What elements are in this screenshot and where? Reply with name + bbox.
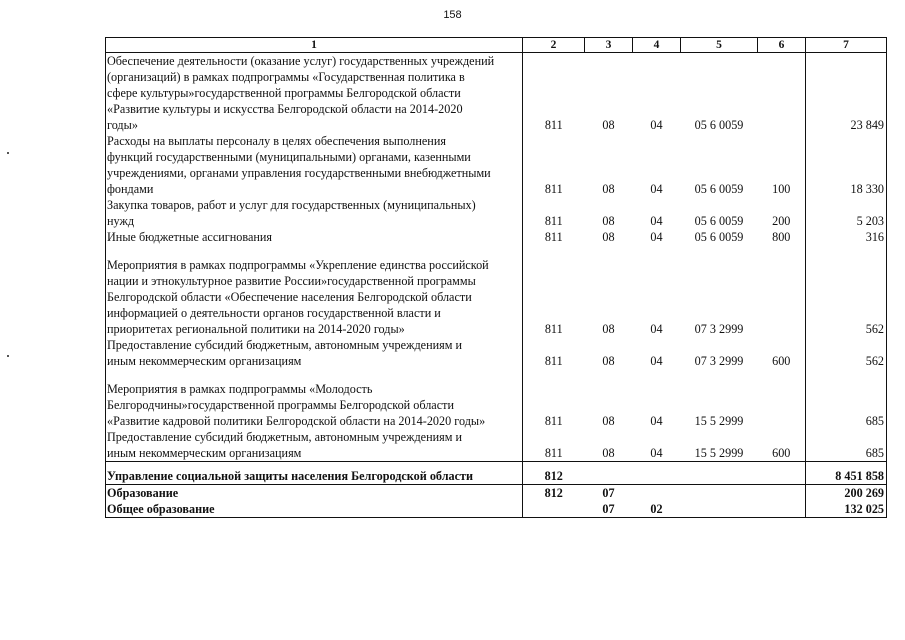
row-name: Мероприятия в рамках подпрограммы «Молодость Белгородчины»государственной программы Белгородской области «Развитие кадровой политики Белгородской области на 2014-2020 годы» <box>106 381 523 429</box>
row-col3: 08 <box>602 230 615 244</box>
row-col2: 812 <box>523 462 585 485</box>
row-name: Мероприятия в рамках подпрограммы «Укрепление единства российской нации и этнокультурное развитие России»государственной программы Белгородской области «Обеспечение населения Белгородской области информацией о деятельности органов государственной власти и приоритетах региональной политики на 2014-2020 годы» <box>106 257 523 337</box>
row-col3: 08 <box>602 414 615 428</box>
row-col3: 08 <box>602 446 615 460</box>
row-col4: 04 <box>650 446 663 460</box>
row-col5: 15 5 2999 <box>694 414 744 428</box>
spacer-row <box>106 245 887 257</box>
page-number: 158 <box>443 9 462 21</box>
spacer-row <box>106 369 887 381</box>
row-col5: 05 6 0059 <box>694 118 744 132</box>
row-col6 <box>758 485 806 502</box>
row-name: Управление социальной защиты населения Белгородской области <box>106 462 523 485</box>
table-row <box>106 133 887 197</box>
table-row <box>106 53 887 134</box>
row-col7: 5 203 <box>806 197 887 229</box>
row-name: Расходы на выплаты персоналу в целях обеспечения выполнения функций государственными (муниципальными) органами, казенными учреждениями, органами управления государственными внебюджетными фондами <box>106 133 523 197</box>
table-row <box>106 337 887 369</box>
row-col4: 04 <box>650 118 663 132</box>
column-header-row <box>106 38 887 53</box>
row-col5: 05 6 0059 <box>694 182 744 196</box>
row-name: Закупка товаров, работ и услуг для государственных (муниципальных) нужд <box>106 197 523 229</box>
row-col4: 04 <box>650 354 663 368</box>
table-row <box>106 229 887 245</box>
row-col2: 811 <box>544 354 563 368</box>
row-col5: 05 6 0059 <box>694 230 744 244</box>
row-col3 <box>585 462 633 485</box>
column-header: 2 <box>523 38 585 53</box>
row-col2: 811 <box>544 446 563 460</box>
table-row-agency-total <box>106 462 887 485</box>
table-row-section <box>106 485 887 502</box>
column-header: 4 <box>633 38 681 53</box>
row-col5 <box>681 485 758 502</box>
row-col2: 811 <box>544 118 563 132</box>
row-col7: 200 269 <box>806 485 887 502</box>
row-name: Иные бюджетные ассигнования <box>106 229 523 245</box>
row-col7: 316 <box>806 229 887 245</box>
row-col6: 200 <box>772 214 791 228</box>
row-name: Предоставление субсидий бюджетным, автономным учреждениям и иным некоммерческим организациям <box>106 429 523 462</box>
row-col7: 132 025 <box>806 501 887 518</box>
column-header: 1 <box>106 38 523 53</box>
margin-mark <box>7 355 9 357</box>
row-col4: 04 <box>650 182 663 196</box>
row-col5: 05 6 0059 <box>694 214 744 228</box>
row-col6: 800 <box>772 230 791 244</box>
row-col7: 8 451 858 <box>806 462 887 485</box>
row-name: Образование <box>106 485 523 502</box>
row-col5 <box>681 501 758 518</box>
row-col2: 811 <box>544 414 563 428</box>
table-row-subsection <box>106 501 887 518</box>
row-col3: 07 <box>602 486 615 500</box>
row-col5 <box>681 462 758 485</box>
row-col3: 08 <box>602 322 615 336</box>
row-col3: 08 <box>602 214 615 228</box>
row-col6: 600 <box>772 354 791 368</box>
row-col6: 600 <box>772 446 791 460</box>
row-col6 <box>758 462 806 485</box>
margin-mark <box>7 152 9 154</box>
row-col2: 811 <box>544 182 563 196</box>
row-name: Предоставление субсидий бюджетным, автономным учреждениям и иным некоммерческим организациям <box>106 337 523 369</box>
row-col7: 562 <box>806 337 887 369</box>
column-header: 5 <box>681 38 758 53</box>
table-row <box>106 197 887 229</box>
row-name: Общее образование <box>106 501 523 518</box>
column-header: 7 <box>806 38 887 53</box>
row-col4: 04 <box>650 230 663 244</box>
row-col4 <box>633 485 681 502</box>
row-col6 <box>758 381 806 429</box>
row-col5: 07 3 2999 <box>694 354 744 368</box>
budget-table <box>105 37 887 518</box>
table-row <box>106 429 887 462</box>
row-col2 <box>523 501 585 518</box>
row-col7: 18 330 <box>806 133 887 197</box>
row-col2: 811 <box>544 230 563 244</box>
row-col3: 08 <box>602 354 615 368</box>
row-col2: 811 <box>544 322 563 336</box>
row-col3: 08 <box>602 182 615 196</box>
row-col6 <box>758 53 806 134</box>
row-col4: 04 <box>650 414 663 428</box>
row-col6 <box>758 257 806 337</box>
row-col5: 07 3 2999 <box>694 322 744 336</box>
row-col7: 23 849 <box>806 53 887 134</box>
row-col4 <box>633 462 681 485</box>
column-header: 6 <box>758 38 806 53</box>
row-col7: 685 <box>806 381 887 429</box>
row-col3: 07 <box>585 501 633 518</box>
table-row <box>106 257 887 337</box>
row-col4: 02 <box>633 501 681 518</box>
row-col2: 812 <box>544 486 563 500</box>
row-col6 <box>758 501 806 518</box>
row-name: Обеспечение деятельности (оказание услуг) государственных учреждений (организаций) в рамках подпрограммы «Государственная политика в сфере культуры»государственной программы Белгородской области «Развитие культуры и искусства Белгородской области на 2014-2020 годы» <box>106 53 523 134</box>
row-col2: 811 <box>544 214 563 228</box>
row-col6: 100 <box>772 182 791 196</box>
row-col5: 15 5 2999 <box>694 446 744 460</box>
row-col4: 04 <box>650 214 663 228</box>
table-row <box>106 381 887 429</box>
row-col3: 08 <box>602 118 615 132</box>
row-col4: 04 <box>650 322 663 336</box>
column-header: 3 <box>585 38 633 53</box>
row-col7: 685 <box>806 429 887 462</box>
row-col7: 562 <box>806 257 887 337</box>
